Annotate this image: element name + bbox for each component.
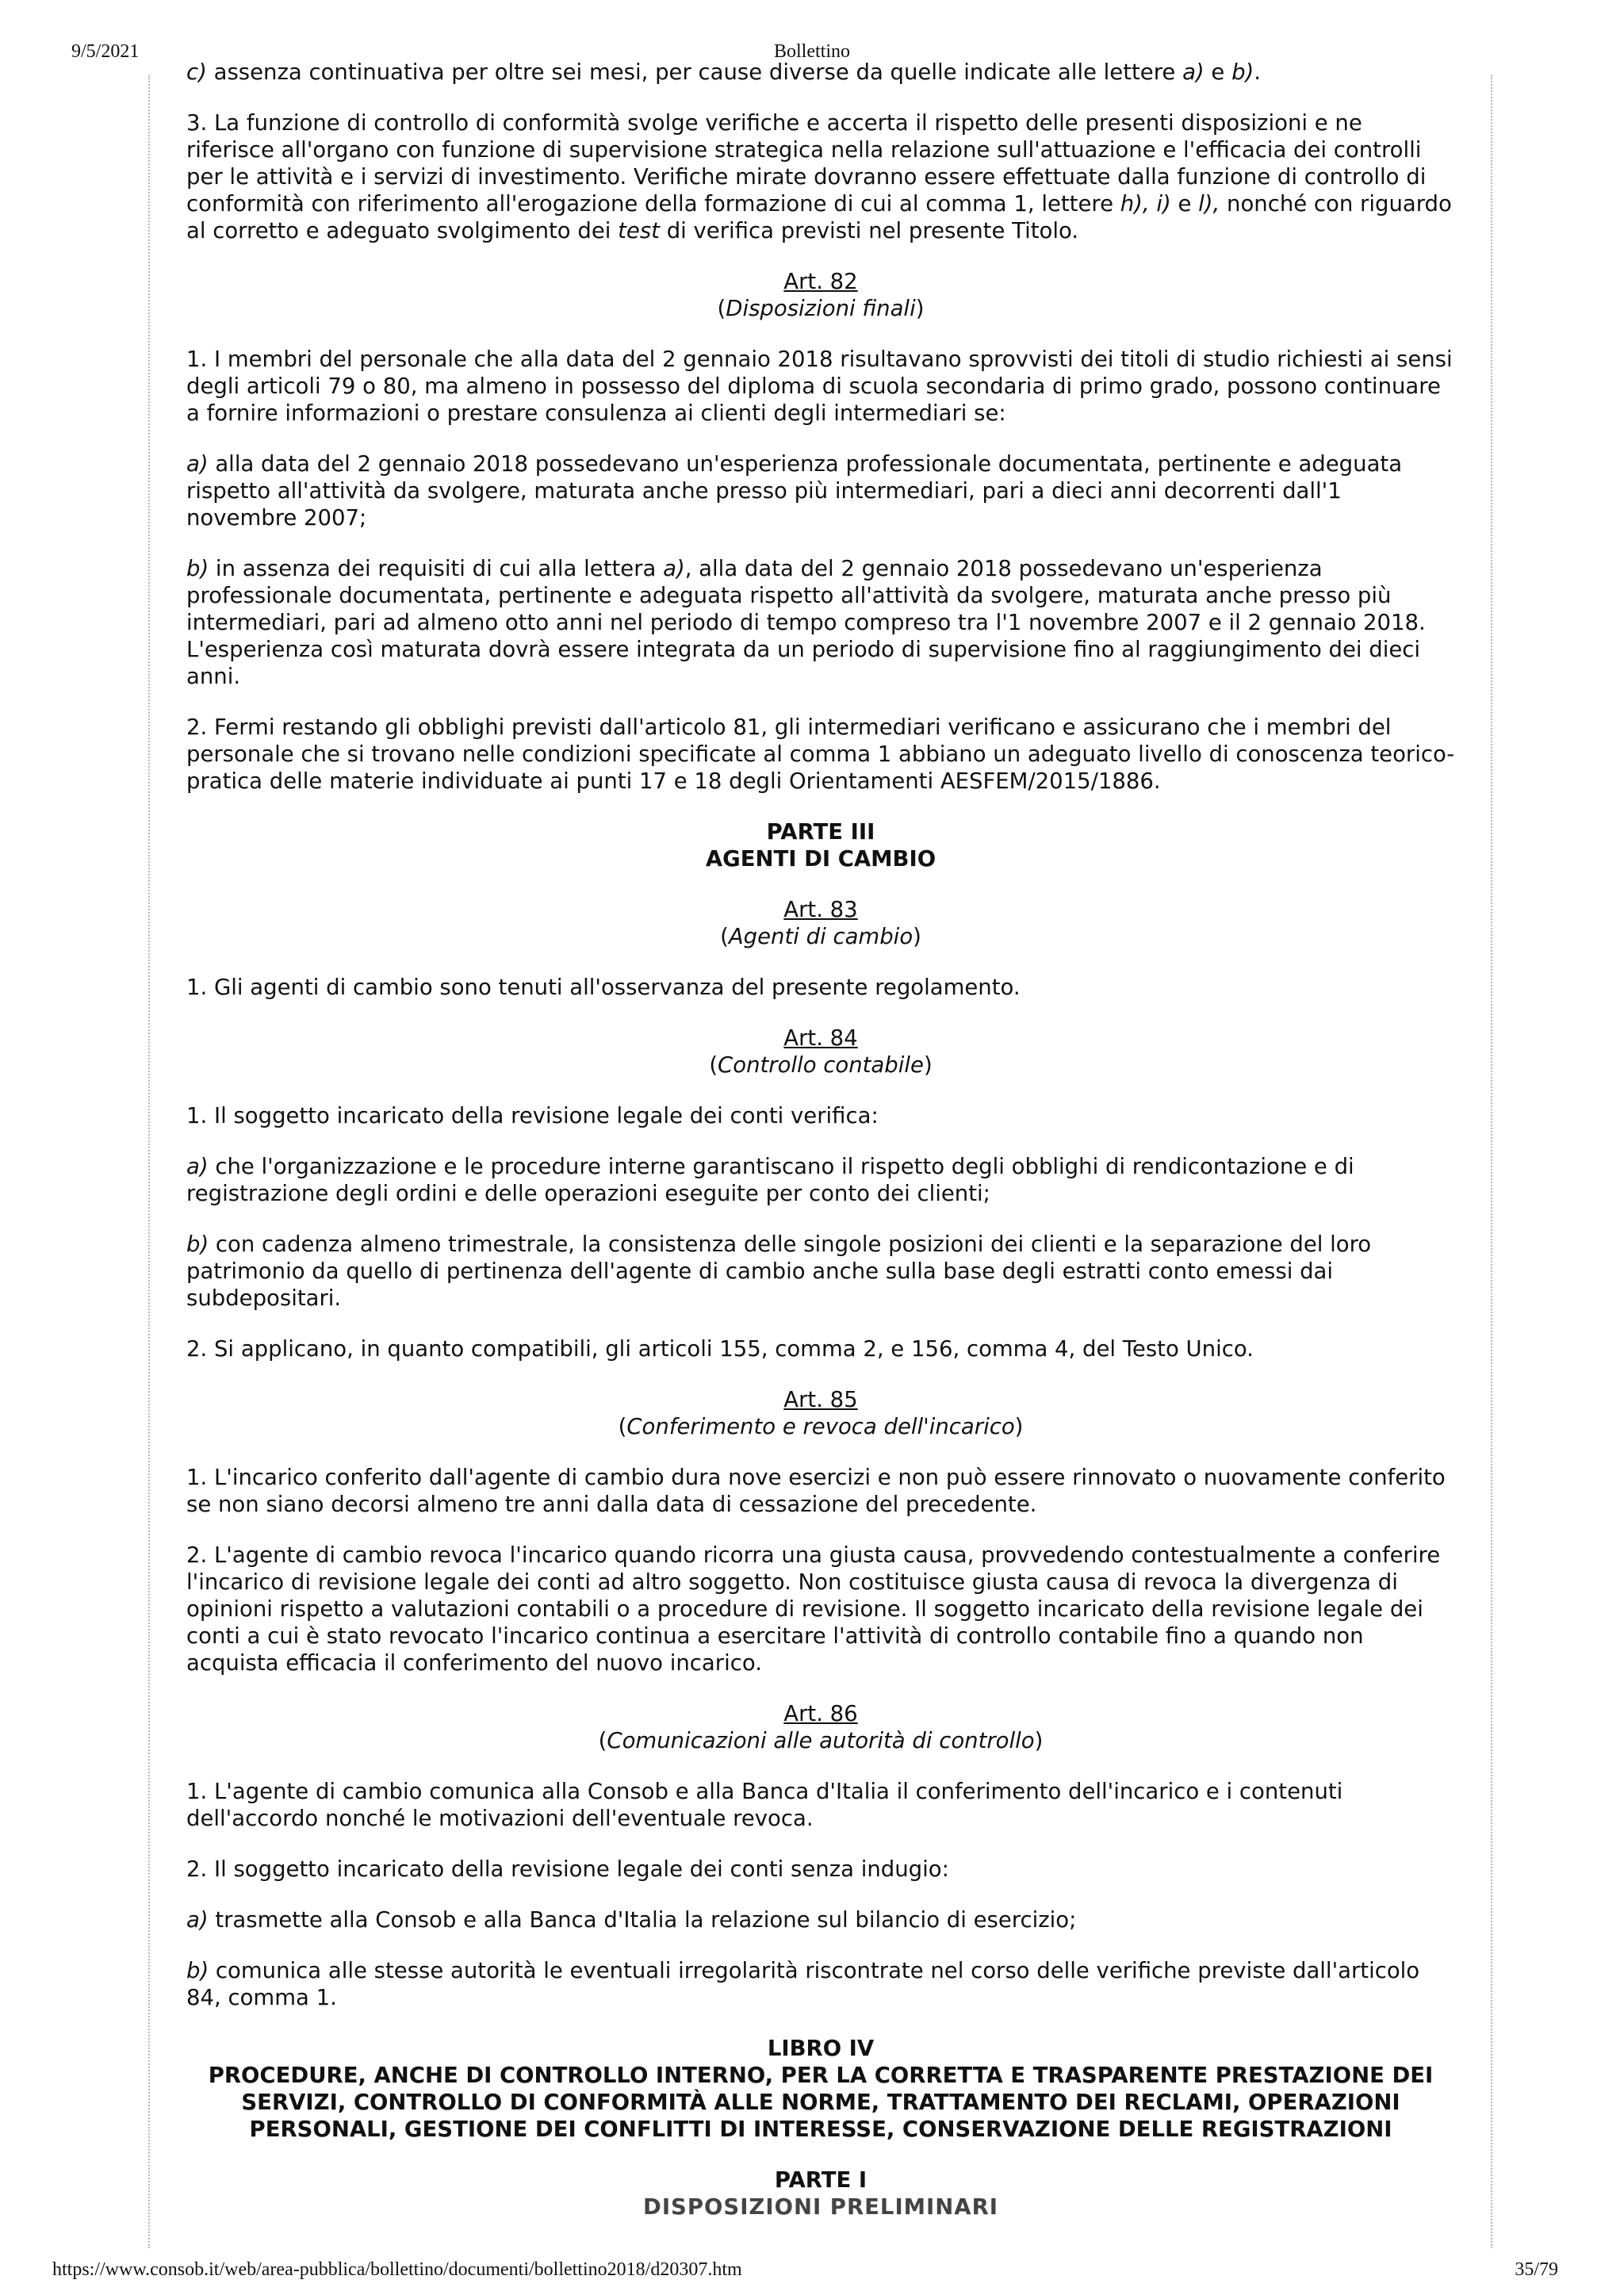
paragraph-3: 3. La funzione di controllo di conformità svolge verifiche e accerta il rispetto delle presenti disposizioni e ne riferisce all'organo con funzione di supervisione strategica nella relazione sull'attuazione e l'efficacia dei controlli per le attività e i servizi di investimento. Verifiche mirate dovranno essere effettuate dalla funzione di controllo di conformità con riferimento all'erogazione della formazione di cui al comma 1, lettere h), i) e l), nonché con riguardo al corretto e adeguato svolgimento dei test di verifica previsti nel presente Titolo. xyxy=(186,110,1452,243)
document-body xyxy=(186,59,1455,2255)
article-85-title: Conferimento e revoca dell'incarico xyxy=(626,1414,1015,1439)
article-84-letter-a: a) che l'organizzazione e le procedure interne garantiscano il rispetto degli obblighi di rendicontazione e di registrazione degli ordini e delle operazioni eseguite per conto dei clienti; xyxy=(186,1154,1354,1206)
letter-c: c) xyxy=(186,59,207,85)
parte-i-heading: PARTE I xyxy=(774,2167,868,2193)
page-frame-right-border xyxy=(1491,75,1492,2248)
article-86-letter-b: b) comunica alle stesse autorità le eventuali irregolarità riscontrate nel corso delle verifiche previste dall'articolo 84, comma 1. xyxy=(186,1958,1420,2010)
article-82-letter-a: a) alla data del 2 gennaio 2018 possedevano un'esperienza professionale documentata, pertinente e adeguata rispetto all'attività da svolgere, maturata anche presso più intermediari, pari a dieci anni decorrenti dall'1 novembre 2007; xyxy=(186,451,1403,531)
article-85-paragraph-2: 2. L'agente di cambio revoca l'incarico quando ricorra una giusta causa, provvedendo contestualmente a conferire l'incarico di revisione legale dei conti ad altro soggetto. Non costituisce giusta causa di revoca la divergenza di opinioni rispetto a valutazioni contabili o a procedure di revisione. Il soggetto incaricato della revisione legale dei conti a cui è stato revocato l'incarico continua a esercitare l'attività di controllo contabile fino a quando non acquista efficacia il conferimento del nuovo incarico. xyxy=(186,1542,1441,1676)
article-82-paragraph-1: 1. I membri del personale che alla data del 2 gennaio 2018 risultavano sprovvisti dei titoli di studio richiesti ai sensi degli articoli 79 o 80, ma almeno in possesso del diploma di scuola secondaria di primo grado, possono continuare a fornire informazioni o prestare consulenza ai clienti degli intermediari se: xyxy=(186,347,1453,426)
article-85-paragraph-1: 1. L'incarico conferito dall'agente di cambio dura nove esercizi e non può essere rinnovato o nuovamente conferito se non siano decorsi almeno tre anni dalla data di cessazione del precedente. xyxy=(186,1465,1446,1517)
top-fragment-paragraph: c) assenza continuativa per oltre sei mesi, per cause diverse da quelle indicate alle lettere a) e b). xyxy=(186,59,1262,85)
article-82-number: Art. 82 xyxy=(783,269,858,294)
article-84-paragraph-1: 1. Il soggetto incaricato della revisione legale dei conti verifica: xyxy=(186,1103,879,1128)
article-85-heading: Art. 85 (Conferimento e revoca dell'incarico) xyxy=(186,1386,1455,1440)
article-86-paragraph-2: 2. Il soggetto incaricato della revisione legale dei conti senza indugio: xyxy=(186,1856,949,1882)
article-83-number: Art. 83 xyxy=(783,897,858,922)
article-86-title: Comunicazioni alle autorità di controllo xyxy=(607,1728,1035,1753)
article-86-heading: Art. 86 (Comunicazioni alle autorità di controllo) xyxy=(186,1700,1455,1754)
article-84-paragraph-2: 2. Si applicano, in quanto compatibili, gli articoli 155, comma 2, e 156, comma 4, del Testo Unico. xyxy=(186,1336,1254,1362)
article-82-heading: Art. 82 (Disposizioni finali) xyxy=(186,268,1455,322)
article-86-letter-a: a) trasmette alla Consob e alla Banca d'Italia la relazione sul bilancio di esercizio; xyxy=(186,1907,1077,1933)
libro-iv-heading: LIBRO IV PROCEDURE, ANCHE DI CONTROLLO INTERNO, PER LA CORRETTA E TRASPARENTE PRESTAZIONE DEI SERVIZI, CONTROLLO DI CONFORMITÀ ALLE NORME, TRATTAMENTO DEI RECLAMI, OPERAZIONI PERSONALI, GESTIONE DEI CONFLITTI DI INTERESSE, CONSERVAZIONE DELLE REGISTRAZIONI xyxy=(208,2036,1434,2142)
print-date: 9/5/2021 xyxy=(71,41,140,62)
article-83-paragraph-1: 1. Gli agenti di cambio sono tenuti all'osservanza del presente regolamento. xyxy=(186,975,1021,1000)
print-url: https://www.consob.it/web/area-pubblica/bollettino/documenti/bollettino2018/d20307.htm xyxy=(52,2259,742,2280)
article-84-title: Controllo contabile xyxy=(718,1052,924,1078)
parte-iii-heading: PARTE III AGENTI DI CAMBIO xyxy=(705,819,936,872)
article-86-number: Art. 86 xyxy=(783,1701,858,1726)
article-84-letter-b: b) con cadenza almeno trimestrale, la consistenza delle singole posizioni dei clienti e la separazione del loro patrimonio da quello di pertinenza dell'agente di cambio anche sulla base degli estratti conto emessi dai subdepositari. xyxy=(186,1232,1372,1311)
article-85-number: Art. 85 xyxy=(783,1387,858,1412)
article-82-letter-b: b) in assenza dei requisiti di cui alla lettera a), alla data del 2 gennaio 2018 possedevano un'esperienza professionale documentata, pertinente e adeguata rispetto all'attività da svolgere, maturata anche presso più intermediari, pari ad almeno otto anni nel periodo di tempo compreso tra l'1 novembre 2007 e il 2 gennaio 2018. L'esperienza così maturata dovrà essere integrata da un periodo di supervisione fino al raggiungimento dei dieci anni. xyxy=(186,556,1426,689)
article-86-paragraph-1: 1. L'agente di cambio comunica alla Consob e alla Banca d'Italia il conferimento dell'incarico e i contenuti dell'accordo nonché le motivazioni dell'eventuale revoca. xyxy=(186,1779,1343,1831)
article-84-number: Art. 84 xyxy=(783,1025,858,1051)
article-84-heading: Art. 84 (Controllo contabile) xyxy=(186,1025,1455,1079)
page-frame-left-border xyxy=(148,75,150,2248)
page-counter: 35/79 xyxy=(1515,2259,1558,2280)
article-82-title: Disposizioni finali xyxy=(726,296,916,321)
parte-i-subtitle-clipped: DISPOSIZIONI PRELIMINARI xyxy=(643,2194,998,2220)
article-83-title: Agenti di cambio xyxy=(728,924,914,949)
print-footer xyxy=(0,2259,1624,2291)
print-title: Bollettino xyxy=(774,41,850,62)
article-82-paragraph-2: 2. Fermi restando gli obblighi previsti dall'articolo 81, gli intermediari verificano e assicurano che i membri del personale che si trovano nelle condizioni specificate al comma 1 abbiano un adeguato livello di conoscenza teorico-pratica delle materie individuate ai punti 17 e 18 degli Orientamenti AESFEM/2015/1886. xyxy=(186,715,1455,794)
article-83-heading: Art. 83 (Agenti di cambio) xyxy=(186,896,1455,950)
